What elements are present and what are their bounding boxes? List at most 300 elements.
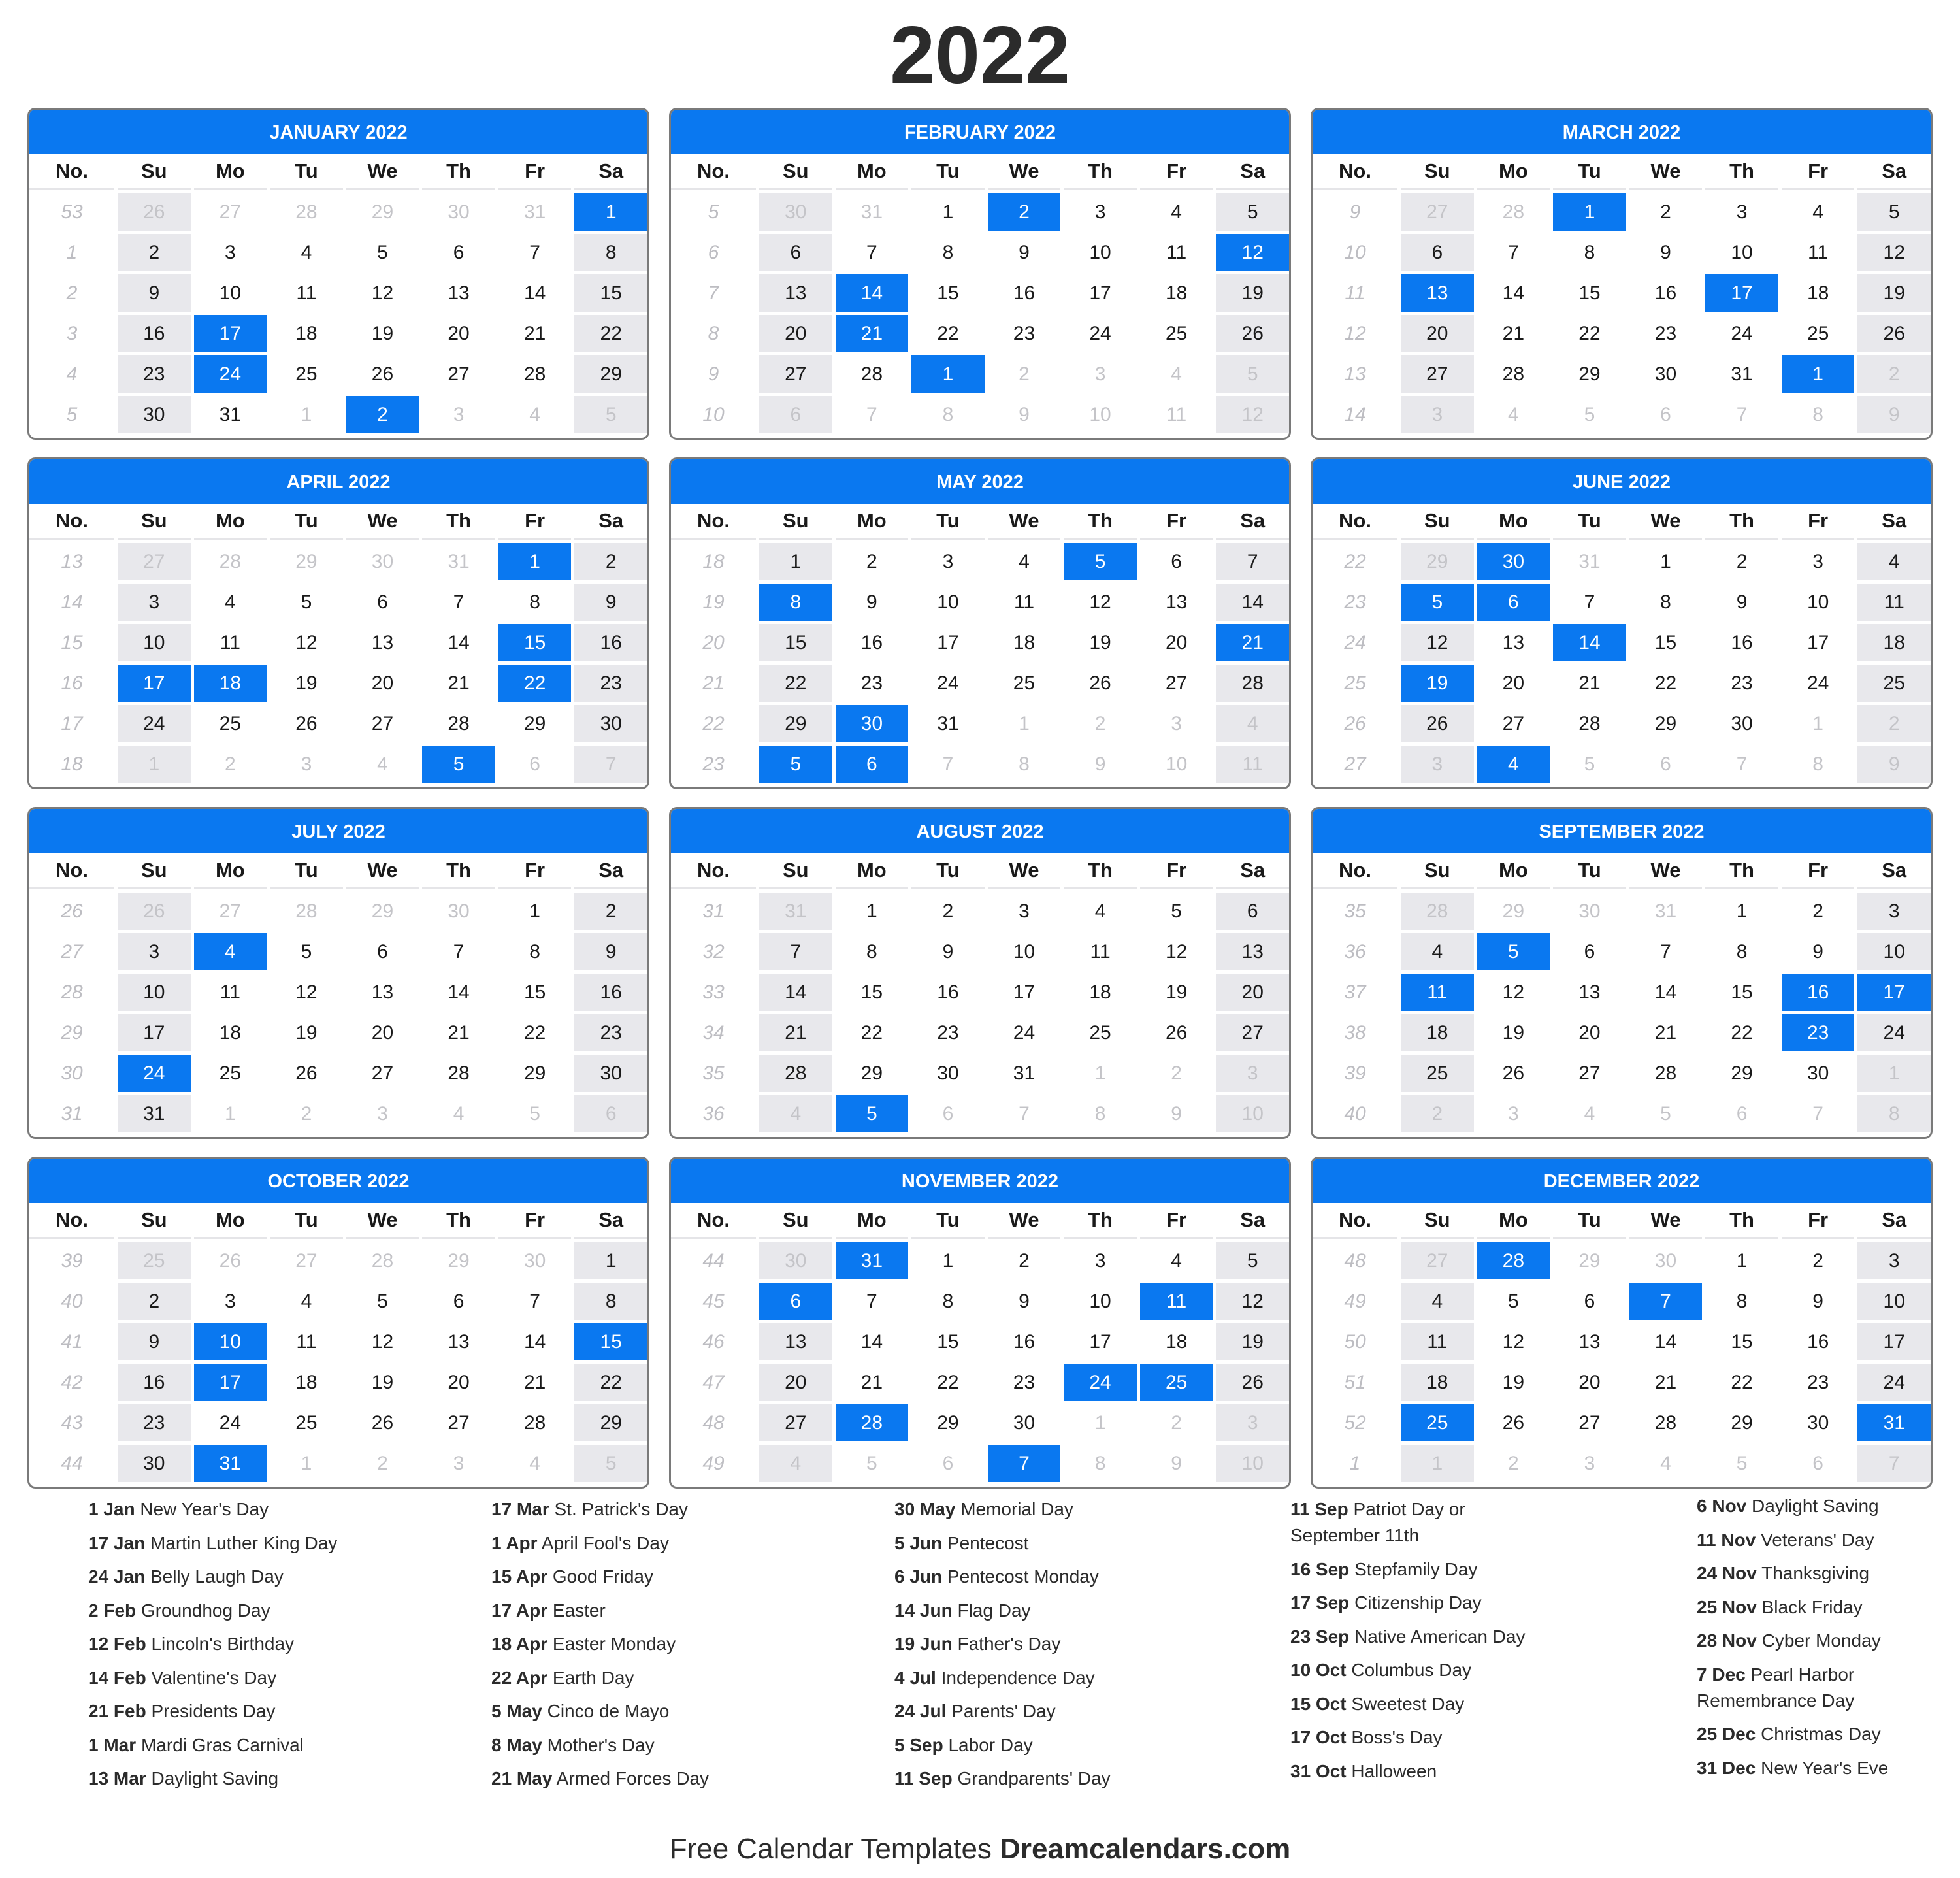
adjacent-month-day-cell: 31 <box>836 193 909 231</box>
day-cell: 3 <box>1064 1242 1137 1279</box>
day-cell: 10 <box>1857 933 1931 970</box>
day-cell: 18 <box>1782 274 1855 312</box>
holiday-day-cell: 1 <box>1782 355 1855 393</box>
day-cell: 12 <box>1216 1283 1289 1320</box>
holiday-item <box>88 1631 474 1657</box>
day-cell: 17 <box>911 624 985 661</box>
adjacent-month-day-cell: 27 <box>270 1242 343 1279</box>
week-number: 14 <box>29 584 114 621</box>
week-number: 39 <box>29 1242 114 1279</box>
holiday-day-cell: 17 <box>1705 274 1778 312</box>
month-title: MARCH 2022 <box>1313 110 1931 154</box>
weekday-header: Tu <box>270 504 343 540</box>
holiday-name: Mother's Day <box>547 1734 655 1755</box>
day-cell: 25 <box>988 665 1061 702</box>
week-number: 49 <box>1313 1283 1397 1320</box>
holiday-item <box>491 1496 877 1523</box>
adjacent-month-day-cell: 4 <box>759 1095 832 1132</box>
day-cell: 29 <box>1553 355 1626 393</box>
adjacent-month-day-cell: 28 <box>270 893 343 930</box>
month-calendar <box>669 807 1291 1139</box>
adjacent-month-day-cell: 11 <box>1140 396 1213 433</box>
week-number: 52 <box>1313 1404 1397 1441</box>
adjacent-month-day-cell: 4 <box>1477 396 1550 433</box>
holiday-date: 19 Jun <box>894 1634 953 1654</box>
adjacent-month-day-cell: 6 <box>911 1095 985 1132</box>
adjacent-month-day-cell: 3 <box>1553 1445 1626 1482</box>
weekday-header: Sa <box>1857 1203 1931 1239</box>
week-number: 26 <box>29 893 114 930</box>
day-cell: 31 <box>118 1095 191 1132</box>
day-cell: 12 <box>1477 1323 1550 1360</box>
holiday-name: Boss's Day <box>1351 1727 1443 1747</box>
day-cell: 12 <box>346 274 419 312</box>
day-cell: 20 <box>1553 1014 1626 1051</box>
adjacent-month-day-cell: 1 <box>270 1445 343 1482</box>
footer <box>0 1826 1960 1872</box>
week-number: 50 <box>1313 1323 1397 1360</box>
weekday-header: We <box>1629 504 1703 540</box>
day-cell: 7 <box>836 234 909 271</box>
holiday-date: 31 Oct <box>1290 1760 1347 1781</box>
holiday-name: St. Patrick's Day <box>554 1499 689 1519</box>
day-cell: 2 <box>1782 893 1855 930</box>
day-cell: 8 <box>574 234 647 271</box>
day-cell: 10 <box>911 584 985 621</box>
weekday-header: Fr <box>498 154 572 190</box>
day-cell: 7 <box>498 234 572 271</box>
day-cell: 17 <box>1857 1323 1931 1360</box>
weekday-header: Su <box>759 1203 832 1239</box>
holiday-date: 31 Dec <box>1697 1757 1756 1778</box>
adjacent-month-day-cell: 1 <box>1857 1055 1931 1092</box>
holiday-name: Groundhog Day <box>140 1600 270 1621</box>
week-number: 47 <box>671 1364 756 1401</box>
day-cell: 16 <box>118 315 191 352</box>
week-number: 1 <box>29 234 114 271</box>
adjacent-month-day-cell: 10 <box>1216 1095 1289 1132</box>
day-cell: 16 <box>574 974 647 1011</box>
day-cell: 11 <box>194 624 267 661</box>
day-cell: 1 <box>498 893 572 930</box>
day-cell: 20 <box>346 665 419 702</box>
day-cell: 4 <box>988 543 1061 580</box>
weekday-header: Mo <box>1477 154 1550 190</box>
holiday-name: Pentecost Monday <box>947 1566 1099 1587</box>
adjacent-month-day-cell: 29 <box>1553 1242 1626 1279</box>
adjacent-month-day-cell: 31 <box>422 543 495 580</box>
day-cell: 9 <box>118 1323 191 1360</box>
adjacent-month-day-cell: 26 <box>118 893 191 930</box>
holiday-item <box>88 1496 474 1523</box>
day-cell: 4 <box>270 1283 343 1320</box>
weekday-header: Sa <box>1857 154 1931 190</box>
adjacent-month-day-cell: 30 <box>1629 1242 1703 1279</box>
month-day-grid <box>29 1203 647 1485</box>
holiday-date: 8 May <box>491 1734 542 1755</box>
week-number: 15 <box>29 624 114 661</box>
holiday-item <box>1290 1657 1676 1683</box>
day-cell: 19 <box>1477 1364 1550 1401</box>
footer-site[interactable]: Dreamcalendars.com <box>1000 1833 1291 1865</box>
day-cell: 6 <box>1401 234 1474 271</box>
week-number: 36 <box>1313 933 1397 970</box>
adjacent-month-day-cell: 29 <box>1477 893 1550 930</box>
holiday-day-cell: 1 <box>574 193 647 231</box>
day-cell: 9 <box>836 584 909 621</box>
day-cell: 24 <box>911 665 985 702</box>
day-cell: 8 <box>1553 234 1626 271</box>
holiday-date: 11 Sep <box>1290 1499 1348 1519</box>
day-cell: 11 <box>988 584 1061 621</box>
day-cell: 13 <box>346 974 419 1011</box>
day-cell: 20 <box>1477 665 1550 702</box>
holiday-date: 17 Apr <box>491 1600 548 1621</box>
day-cell: 2 <box>1782 1242 1855 1279</box>
day-cell: 16 <box>988 1323 1061 1360</box>
weekday-header: Tu <box>1553 853 1626 889</box>
weekday-header: Mo <box>836 1203 909 1239</box>
holiday-day-cell: 2 <box>346 396 419 433</box>
month-calendar <box>1311 108 1933 440</box>
day-cell: 14 <box>1629 1323 1703 1360</box>
weekday-header: Fr <box>1140 853 1213 889</box>
day-cell: 5 <box>1216 193 1289 231</box>
adjacent-month-day-cell: 9 <box>1064 746 1137 783</box>
footer-text: Free Calendar Templates <box>669 1833 992 1865</box>
adjacent-month-day-cell: 5 <box>1629 1095 1703 1132</box>
week-number: 41 <box>29 1323 114 1360</box>
holiday-date: 2 Feb <box>88 1600 137 1621</box>
day-cell: 5 <box>1216 1242 1289 1279</box>
day-cell: 3 <box>988 893 1061 930</box>
holiday-item <box>1290 1691 1676 1717</box>
day-cell: 4 <box>1401 933 1474 970</box>
adjacent-month-day-cell: 4 <box>498 396 572 433</box>
day-cell: 5 <box>1857 193 1931 231</box>
month-title: OCTOBER 2022 <box>29 1159 647 1203</box>
day-cell: 22 <box>574 1364 647 1401</box>
week-number: 11 <box>1313 274 1397 312</box>
adjacent-month-day-cell: 29 <box>346 193 419 231</box>
day-cell: 8 <box>911 1283 985 1320</box>
holiday-item <box>894 1598 1280 1624</box>
holiday-date: 24 Nov <box>1697 1563 1757 1583</box>
adjacent-month-day-cell: 7 <box>911 746 985 783</box>
weekday-header: Su <box>1401 1203 1474 1239</box>
adjacent-month-day-cell: 3 <box>1216 1404 1289 1441</box>
weekday-header: Th <box>1064 154 1137 190</box>
adjacent-month-day-cell: 5 <box>1553 396 1626 433</box>
weekday-header: We <box>346 504 419 540</box>
adjacent-month-day-cell: 31 <box>1553 543 1626 580</box>
day-cell: 26 <box>270 705 343 742</box>
week-number: 44 <box>671 1242 756 1279</box>
weekday-header: Th <box>1705 853 1778 889</box>
day-cell: 6 <box>1553 933 1626 970</box>
week-number: 46 <box>671 1323 756 1360</box>
month-calendar <box>27 1157 649 1489</box>
day-cell: 1 <box>911 1242 985 1279</box>
holiday-day-cell: 21 <box>836 315 909 352</box>
day-cell: 10 <box>1857 1283 1931 1320</box>
holiday-column <box>1290 1496 1676 1792</box>
day-cell: 9 <box>988 1283 1061 1320</box>
weekday-header: Fr <box>1140 154 1213 190</box>
month-title: AUGUST 2022 <box>671 809 1289 853</box>
holiday-column <box>491 1496 877 1800</box>
weekday-header: Su <box>759 504 832 540</box>
holiday-name: Sweetest Day <box>1351 1693 1465 1714</box>
day-cell: 17 <box>988 974 1061 1011</box>
holiday-date: 5 May <box>491 1701 542 1721</box>
holiday-day-cell: 17 <box>1857 974 1931 1011</box>
day-cell: 27 <box>1553 1404 1626 1441</box>
weekday-header: Th <box>1064 504 1137 540</box>
week-number: 21 <box>671 665 756 702</box>
holiday-name: April Fool's Day <box>541 1532 669 1553</box>
day-cell: 16 <box>1705 624 1778 661</box>
holiday-name: Cinco de Mayo <box>547 1701 670 1721</box>
day-cell: 21 <box>836 1364 909 1401</box>
day-cell: 10 <box>988 933 1061 970</box>
day-cell: 15 <box>574 274 647 312</box>
adjacent-month-day-cell: 31 <box>498 193 572 231</box>
day-cell: 29 <box>1629 705 1703 742</box>
holiday-item <box>88 1698 474 1724</box>
day-cell: 7 <box>422 933 495 970</box>
weekday-header: Sa <box>1216 1203 1289 1239</box>
adjacent-month-day-cell: 3 <box>1216 1055 1289 1092</box>
day-cell: 24 <box>1705 315 1778 352</box>
week-number: 5 <box>29 396 114 433</box>
day-cell: 14 <box>498 274 572 312</box>
adjacent-month-day-cell: 2 <box>1140 1055 1213 1092</box>
holiday-name: Valentine's Day <box>151 1667 277 1688</box>
day-cell: 17 <box>1064 1323 1137 1360</box>
day-cell: 26 <box>1140 1014 1213 1051</box>
holiday-date: 5 Jun <box>894 1532 943 1553</box>
holiday-day-cell: 14 <box>1553 624 1626 661</box>
day-cell: 16 <box>118 1364 191 1401</box>
day-cell: 23 <box>836 665 909 702</box>
holiday-item <box>894 1496 1280 1523</box>
holiday-name: Independence Day <box>941 1667 1095 1688</box>
weekday-header: Fr <box>1782 154 1855 190</box>
weekday-header: Mo <box>836 853 909 889</box>
day-cell: 25 <box>270 355 343 393</box>
weekday-header: We <box>988 154 1061 190</box>
holiday-name: Flag Day <box>957 1600 1031 1621</box>
week-number: 39 <box>1313 1055 1397 1092</box>
holiday-name: Black Friday <box>1761 1596 1863 1617</box>
holiday-day-cell: 1 <box>498 543 572 580</box>
weekday-header: Fr <box>1140 1203 1213 1239</box>
day-cell: 24 <box>118 705 191 742</box>
day-cell: 17 <box>118 1014 191 1051</box>
day-cell: 12 <box>270 974 343 1011</box>
day-cell: 6 <box>346 933 419 970</box>
week-number: 36 <box>671 1095 756 1132</box>
weekday-header: Th <box>422 1203 495 1239</box>
day-cell: 29 <box>1705 1404 1778 1441</box>
day-cell: 2 <box>574 543 647 580</box>
day-cell: 9 <box>1629 234 1703 271</box>
weekday-header: Th <box>1705 154 1778 190</box>
day-cell: 29 <box>911 1404 985 1441</box>
month-title: NOVEMBER 2022 <box>671 1159 1289 1203</box>
day-cell: 3 <box>1782 543 1855 580</box>
day-cell: 20 <box>759 1364 832 1401</box>
holiday-name: Grandparents' Day <box>957 1768 1111 1788</box>
day-cell: 24 <box>194 1404 267 1441</box>
adjacent-month-day-cell: 30 <box>1553 893 1626 930</box>
day-cell: 7 <box>422 584 495 621</box>
day-cell: 18 <box>270 1364 343 1401</box>
week-number: 23 <box>671 746 756 783</box>
holiday-item <box>491 1631 877 1657</box>
day-cell: 5 <box>270 933 343 970</box>
week-number: 24 <box>1313 624 1397 661</box>
holiday-item <box>894 1665 1280 1691</box>
holiday-day-cell: 11 <box>1140 1283 1213 1320</box>
adjacent-month-day-cell: 4 <box>346 746 419 783</box>
day-cell: 7 <box>836 1283 909 1320</box>
day-cell: 15 <box>911 1323 985 1360</box>
day-cell: 30 <box>1629 355 1703 393</box>
week-number: 27 <box>29 933 114 970</box>
day-cell: 29 <box>498 705 572 742</box>
day-cell: 18 <box>1857 624 1931 661</box>
day-cell: 13 <box>759 274 832 312</box>
day-cell: 5 <box>1140 893 1213 930</box>
month-calendar <box>27 457 649 789</box>
day-cell: 28 <box>422 1055 495 1092</box>
day-cell: 9 <box>911 933 985 970</box>
adjacent-month-day-cell: 28 <box>1477 193 1550 231</box>
adjacent-month-day-cell: 7 <box>1705 396 1778 433</box>
adjacent-month-day-cell: 2 <box>1477 1445 1550 1482</box>
day-cell: 3 <box>194 1283 267 1320</box>
day-cell: 21 <box>422 1014 495 1051</box>
weekday-header: Fr <box>498 853 572 889</box>
day-cell: 26 <box>270 1055 343 1092</box>
day-cell: 12 <box>1140 933 1213 970</box>
weekday-header: Su <box>118 1203 191 1239</box>
holiday-name: Cyber Monday <box>1761 1630 1881 1651</box>
holiday-column <box>88 1496 474 1800</box>
month-title: FEBRUARY 2022 <box>671 110 1289 154</box>
holiday-list <box>0 1496 1960 1804</box>
adjacent-month-day-cell: 30 <box>498 1242 572 1279</box>
holiday-day-cell: 13 <box>1401 274 1474 312</box>
day-cell: 21 <box>1629 1364 1703 1401</box>
day-cell: 1 <box>574 1242 647 1279</box>
day-cell: 16 <box>988 274 1061 312</box>
day-cell: 13 <box>346 624 419 661</box>
adjacent-month-day-cell: 6 <box>759 396 832 433</box>
adjacent-month-day-cell: 27 <box>1401 1242 1474 1279</box>
holiday-day-cell: 12 <box>1216 234 1289 271</box>
holiday-name: Veterans' Day <box>1761 1529 1874 1550</box>
day-cell: 8 <box>836 933 909 970</box>
weekday-header: Sa <box>1857 504 1931 540</box>
day-cell: 6 <box>422 1283 495 1320</box>
day-cell: 5 <box>346 234 419 271</box>
day-cell: 13 <box>1216 933 1289 970</box>
adjacent-month-day-cell: 8 <box>1064 1095 1137 1132</box>
holiday-name: New Year's Eve <box>1761 1757 1889 1778</box>
day-cell: 30 <box>1782 1404 1855 1441</box>
adjacent-month-day-cell: 7 <box>574 746 647 783</box>
week-number: 10 <box>671 396 756 433</box>
holiday-name: Lincoln's Birthday <box>151 1634 295 1654</box>
day-cell: 20 <box>346 1014 419 1051</box>
day-cell: 21 <box>1553 665 1626 702</box>
day-cell: 27 <box>1216 1014 1289 1051</box>
day-cell: 22 <box>1553 315 1626 352</box>
month-title: MAY 2022 <box>671 459 1289 504</box>
weekday-header: Mo <box>194 154 267 190</box>
month-calendar <box>669 457 1291 789</box>
week-number: 37 <box>1313 974 1397 1011</box>
holiday-date: 17 Oct <box>1290 1727 1347 1747</box>
adjacent-month-day-cell: 4 <box>1553 1095 1626 1132</box>
holiday-column <box>1697 1493 1960 1788</box>
weekday-header: Th <box>422 154 495 190</box>
weekday-header: No. <box>29 1203 114 1239</box>
adjacent-month-day-cell: 5 <box>1705 1445 1778 1482</box>
holiday-date: 6 Nov <box>1697 1496 1747 1516</box>
weekday-header: Tu <box>911 154 985 190</box>
day-cell: 8 <box>1705 933 1778 970</box>
adjacent-month-day-cell: 4 <box>1140 355 1213 393</box>
adjacent-month-day-cell: 8 <box>911 396 985 433</box>
weekday-header: Fr <box>1782 853 1855 889</box>
holiday-name: Thanksgiving <box>1761 1563 1870 1583</box>
weekday-header: Su <box>118 853 191 889</box>
weekday-header: Sa <box>1857 853 1931 889</box>
month-title: APRIL 2022 <box>29 459 647 504</box>
holiday-day-cell: 15 <box>574 1323 647 1360</box>
week-number: 3 <box>29 315 114 352</box>
weekday-header: We <box>346 154 419 190</box>
adjacent-month-day-cell: 3 <box>422 396 495 433</box>
holiday-day-cell: 7 <box>1629 1283 1703 1320</box>
adjacent-month-day-cell: 3 <box>1140 705 1213 742</box>
weekday-header: Fr <box>498 1203 572 1239</box>
adjacent-month-day-cell: 7 <box>1705 746 1778 783</box>
holiday-date: 11 Nov <box>1697 1529 1756 1550</box>
holiday-name: Martin Luther King Day <box>150 1532 338 1553</box>
holiday-day-cell: 31 <box>1857 1404 1931 1441</box>
holiday-date: 6 Jun <box>894 1566 943 1587</box>
adjacent-month-day-cell: 10 <box>1216 1445 1289 1482</box>
adjacent-month-day-cell: 5 <box>574 396 647 433</box>
holiday-day-cell: 4 <box>1477 746 1550 783</box>
day-cell: 6 <box>1140 543 1213 580</box>
week-number: 19 <box>671 584 756 621</box>
day-cell: 5 <box>1477 1283 1550 1320</box>
day-cell: 25 <box>194 705 267 742</box>
adjacent-month-day-cell: 1 <box>118 746 191 783</box>
holiday-day-cell: 30 <box>836 705 909 742</box>
day-cell: 11 <box>1857 584 1931 621</box>
holiday-name: Native American Day <box>1354 1626 1526 1647</box>
holiday-item <box>1290 1724 1676 1751</box>
day-cell: 10 <box>1782 584 1855 621</box>
adjacent-month-day-cell: 27 <box>194 193 267 231</box>
